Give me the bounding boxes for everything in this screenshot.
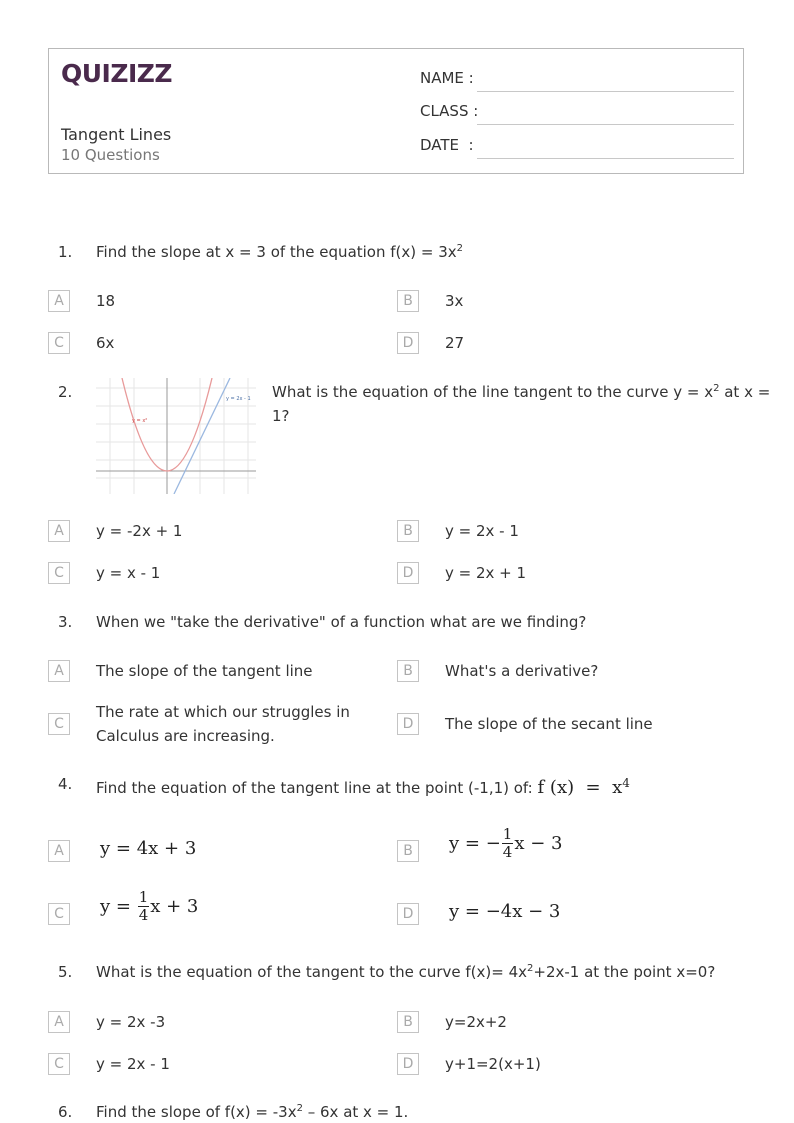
question-text: Find the slope at x = 3 of the equation $f(x) = 3x^2$ [96,243,464,261]
option-text[interactable]: y = 2x + 1 [445,564,527,582]
line-label: y = 2x - 1 [226,396,251,402]
option-letter[interactable]: A [48,660,70,682]
class-field[interactable] [420,102,734,124]
option-letter[interactable]: C [48,332,70,354]
question-number: 4. [58,775,73,793]
question-number: 5. [58,963,73,981]
date-field[interactable] [420,136,734,158]
option-text[interactable]: y = -2x + 1 [96,522,183,540]
question-text: When we "take the derivative" of a function what are we finding? [96,613,587,631]
option-math[interactable]: y = −4x − 3 [449,901,561,922]
option-letter[interactable]: C [48,903,70,925]
question-number: 6. [58,1103,73,1121]
option-letter[interactable]: A [48,520,70,542]
option-letter[interactable]: C [48,1053,70,1075]
option-letter[interactable]: C [48,713,70,735]
curve-label: y = x² [132,418,148,424]
option-text[interactable]: y = 2x - 1 [96,1055,170,1073]
name-label: NAME : [420,69,474,87]
option-text[interactable]: 27 [445,334,465,352]
question-count: 10 Questions [61,146,160,164]
worksheet-title: Tangent Lines [61,125,172,144]
question-number: 2. [58,383,73,401]
option-letter[interactable]: B [397,290,419,312]
fraction: $\frac{1}{4}$ [502,825,513,861]
option-letter[interactable]: D [397,332,419,354]
worksheet-header [48,48,744,174]
question-text: What is the equation of the line tangent to the curve $y = x^2$ at x = [272,383,771,401]
option-math[interactable]: y = $\frac{1}{4}$ x + 3 [100,888,199,924]
option-text[interactable]: y=2x+2 [445,1013,507,1031]
name-line [477,91,734,92]
question-text: Find the equation of the tangent line at the point (-1,1) of: f $(x) = x^4$ [96,776,630,798]
option-letter[interactable]: A [48,290,70,312]
option-math[interactable]: y = − $\frac{1}{4}$ x − 3 [449,825,563,861]
option-letter[interactable]: B [397,840,419,862]
tangent-graph-image [96,378,256,494]
option-letter[interactable]: B [397,660,419,682]
option-letter[interactable]: A [48,840,70,862]
option-letter[interactable]: D [397,903,419,925]
question-text: Find the slope of $f(x) = -3x^2 - 6x$ at x = 1. [96,1103,409,1121]
quizizz-logo: QUIZIZZ [61,59,173,88]
option-text[interactable]: y = 2x - 1 [445,522,519,540]
option-letter[interactable]: D [397,562,419,584]
option-text[interactable]: 6x [96,334,115,352]
question-text-cont: 1? [272,407,290,425]
class-line [477,124,734,125]
option-letter[interactable]: B [397,1011,419,1033]
math-expression: f (x) = x [537,777,623,798]
option-text[interactable]: The slope of the secant line [445,715,653,733]
option-text[interactable]: 18 [96,292,116,310]
option-text[interactable]: 3x [445,292,464,310]
fraction: $\frac{1}{4}$ [138,888,149,924]
question-text: What is the equation of the tangent to the curve $f(x)= 4x^2+2x-1$ at the point x=0? [96,963,716,981]
option-text[interactable]: What's a derivative? [445,662,599,680]
option-text-cont[interactable]: Calculus are increasing. [96,727,275,745]
option-text[interactable]: The rate at which our struggles in [96,703,350,721]
option-text[interactable]: The slope of the tangent line [96,662,313,680]
class-label: CLASS : [420,102,479,120]
name-field[interactable] [420,69,734,91]
option-letter[interactable]: C [48,562,70,584]
option-letter[interactable]: A [48,1011,70,1033]
option-text[interactable]: y = 2x -3 [96,1013,166,1031]
question-number: 1. [58,243,73,261]
option-math[interactable]: y = 4x + 3 [100,838,197,859]
option-letter[interactable]: D [397,713,419,735]
option-text[interactable]: y = x - 1 [96,564,161,582]
option-text[interactable]: y+1=2(x+1) [445,1055,541,1073]
option-letter[interactable]: D [397,1053,419,1075]
question-number: 3. [58,613,73,631]
option-letter[interactable]: B [397,520,419,542]
date-label: DATE : [420,136,474,154]
date-line [477,158,734,159]
